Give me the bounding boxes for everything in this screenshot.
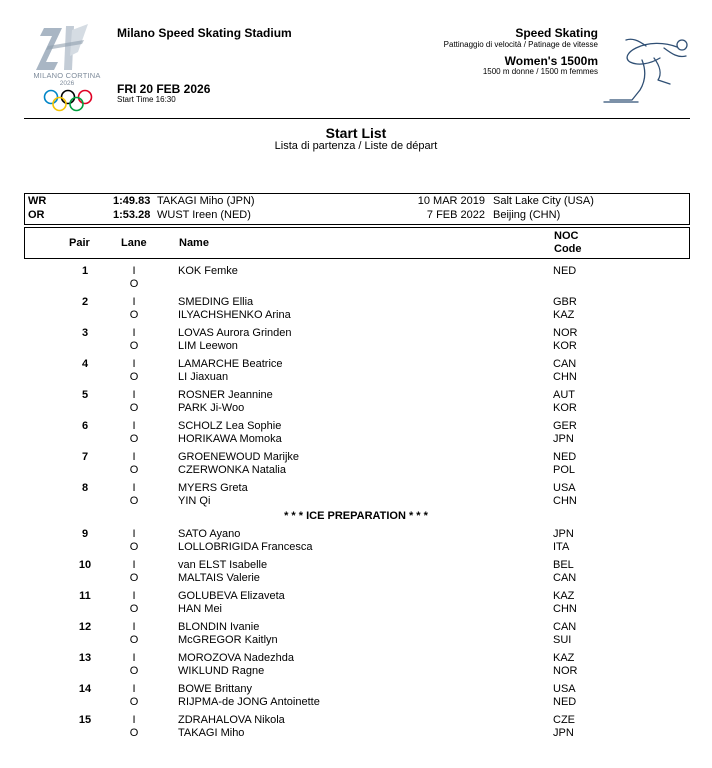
pair-number: 10 — [78, 559, 92, 571]
noc-code: GBR — [553, 296, 577, 308]
noc-code: JPN — [553, 528, 574, 540]
athlete-name: BOWE Brittany — [178, 683, 252, 695]
lane: I — [132, 327, 136, 339]
logo-year: 2026 — [59, 80, 75, 87]
lane: O — [129, 495, 139, 507]
athlete-name: LI Jiaxuan — [178, 371, 229, 383]
athlete-name: GROENEWOUD Marijke — [178, 451, 300, 463]
athlete-name: HAN Mei — [178, 603, 223, 615]
lane: I — [132, 451, 136, 463]
athlete-name: RIJPMA-de JONG Antoinette — [178, 696, 320, 708]
record-row — [25, 195, 689, 209]
pair-number: 5 — [81, 389, 89, 401]
lane: I — [132, 296, 136, 308]
records-box — [24, 193, 690, 225]
column-header — [24, 227, 690, 259]
athlete-name: LIM Leewon — [178, 340, 238, 352]
pair-number: 3 — [81, 327, 89, 339]
column-noc-code: Code — [554, 243, 582, 255]
pair-number: 12 — [78, 621, 92, 633]
logo-text: MILANO CORTINA — [33, 71, 101, 80]
event-title: Women's 1500m — [504, 54, 598, 68]
athlete-name: van ELST Isabelle — [178, 559, 268, 571]
athlete-name: SATO Ayano — [178, 528, 241, 540]
pair-number: 14 — [78, 683, 92, 695]
noc-code: KAZ — [553, 652, 575, 664]
lane: O — [129, 278, 139, 290]
document-subtitle: Lista di partenza / Liste de départ — [274, 140, 438, 152]
athlete-name: HORIKAWA Momoka — [178, 433, 282, 445]
athlete-name: ZDRAHALOVA Nikola — [178, 714, 285, 726]
athlete-name: MOROZOVA Nadezhda — [178, 652, 294, 664]
record-date: 7 FEB 2022 — [426, 209, 485, 221]
athlete-name: TAKAGI Miho — [178, 727, 245, 739]
event-date: FRI 20 FEB 2026 — [117, 82, 211, 96]
header-divider — [24, 118, 690, 119]
athlete-name: SCHOLZ Lea Sophie — [178, 420, 282, 432]
lane: I — [132, 559, 136, 571]
lane: I — [132, 358, 136, 370]
lane: O — [129, 433, 139, 445]
noc-code: JPN — [553, 433, 574, 445]
pair-number: 7 — [81, 451, 89, 463]
column-pair: Pair — [69, 237, 90, 249]
noc-code: CZE — [553, 714, 575, 726]
noc-code: JPN — [553, 727, 574, 739]
noc-code: ITA — [553, 541, 570, 553]
athlete-name: PARK Ji-Woo — [178, 402, 245, 414]
lane: O — [129, 340, 139, 352]
lane: I — [132, 265, 136, 277]
column-lane: Lane — [121, 237, 147, 249]
noc-code: KOR — [553, 340, 577, 352]
noc-code: CAN — [553, 572, 577, 584]
lane: O — [129, 603, 139, 615]
lane: I — [132, 528, 136, 540]
athlete-name: McGREGOR Kaitlyn — [178, 634, 278, 646]
record-row — [25, 209, 689, 223]
record-time: 1:53.28 — [113, 209, 151, 221]
athlete-name: LAMARCHE Beatrice — [178, 358, 283, 370]
olympic-rings-icon — [42, 89, 94, 113]
lane: O — [129, 665, 139, 677]
record-place: Beijing (CHN) — [493, 209, 561, 221]
noc-code: USA — [553, 482, 576, 494]
lane: O — [129, 541, 139, 553]
lane: I — [132, 683, 136, 695]
noc-code: NED — [553, 696, 577, 708]
pair-number: 9 — [81, 528, 89, 540]
pair-number: 1 — [81, 265, 89, 277]
noc-code: NOR — [553, 327, 578, 339]
lane: I — [132, 714, 136, 726]
pair-number: 13 — [78, 652, 92, 664]
lane: O — [129, 402, 139, 414]
noc-code: CAN — [553, 358, 577, 370]
lane: O — [129, 309, 139, 321]
record-holder: TAKAGI Miho (JPN) — [157, 195, 255, 207]
pair-number: 2 — [81, 296, 89, 308]
noc-code: SUI — [553, 634, 572, 646]
record-code: WR — [28, 195, 47, 207]
speed-skater-icon — [602, 34, 694, 106]
noc-code: KAZ — [553, 309, 575, 321]
athlete-name: BLONDIN Ivanie — [178, 621, 260, 633]
start-time: Start Time 16:30 — [117, 95, 176, 104]
record-holder: WUST Ireen (NED) — [157, 209, 251, 221]
lane: O — [129, 371, 139, 383]
noc-code: CHN — [553, 495, 577, 507]
venue-name: Milano Speed Skating Stadium — [117, 26, 292, 40]
athlete-name: MALTAIS Valerie — [178, 572, 260, 584]
noc-code: KOR — [553, 402, 577, 414]
pair-number: 11 — [79, 590, 91, 602]
pair-number: 4 — [81, 358, 89, 370]
lane: I — [132, 482, 136, 494]
lane: O — [129, 634, 139, 646]
noc-code: KAZ — [553, 590, 575, 602]
pair-number: 15 — [78, 714, 92, 726]
lane: I — [132, 652, 136, 664]
noc-code: AUT — [553, 389, 575, 401]
athlete-name: ILYACHSHENKO Arina — [178, 309, 291, 321]
athlete-name: LOVAS Aurora Grinden — [178, 327, 292, 339]
noc-code: POL — [553, 464, 576, 476]
document-title: Start List — [325, 125, 387, 141]
pair-number: 6 — [81, 420, 89, 432]
column-noc: NOC — [554, 230, 579, 242]
lane: I — [132, 621, 136, 633]
athlete-name: GOLUBEVA Elizaveta — [178, 590, 285, 602]
pair-number: 8 — [81, 482, 89, 494]
record-time: 1:49.83 — [113, 195, 151, 207]
noc-code: NED — [553, 451, 577, 463]
noc-code: GER — [553, 420, 577, 432]
column-name: Name — [179, 237, 209, 249]
athlete-name: CZERWONKA Natalia — [178, 464, 286, 476]
athlete-name: KOK Femke — [178, 265, 238, 277]
noc-code: USA — [553, 683, 576, 695]
noc-code: BEL — [553, 559, 574, 571]
event-subtitle: 1500 m donne / 1500 m femmes — [482, 67, 598, 76]
noc-code: NOR — [553, 665, 578, 677]
record-place: Salt Lake City (USA) — [493, 195, 594, 207]
sport-title: Speed Skating — [515, 26, 598, 40]
noc-code: NED — [553, 265, 577, 277]
sport-subtitle: Pattinaggio di velocità / Patinage de vitesse — [443, 40, 598, 49]
noc-code: CAN — [553, 621, 577, 633]
lane: I — [132, 420, 136, 432]
noc-code: CHN — [553, 603, 577, 615]
athlete-name: MYERS Greta — [178, 482, 248, 494]
noc-code: CHN — [553, 371, 577, 383]
ice-preparation-banner: * * * ICE PREPARATION * * * — [284, 510, 428, 522]
lane: I — [132, 389, 136, 401]
athlete-name: LOLLOBRIGIDA Francesca — [178, 541, 313, 553]
athlete-name: WIKLUND Ragne — [178, 665, 265, 677]
record-code: OR — [28, 209, 45, 221]
athlete-name: YIN Qi — [178, 495, 211, 507]
lane: O — [129, 572, 139, 584]
athlete-name: SMEDING Ellia — [178, 296, 254, 308]
lane: O — [129, 696, 139, 708]
lane: O — [129, 727, 139, 739]
athlete-name: ROSNER Jeannine — [178, 389, 273, 401]
lane: O — [129, 464, 139, 476]
lane: I — [132, 590, 136, 602]
record-date: 10 MAR 2019 — [417, 195, 485, 207]
